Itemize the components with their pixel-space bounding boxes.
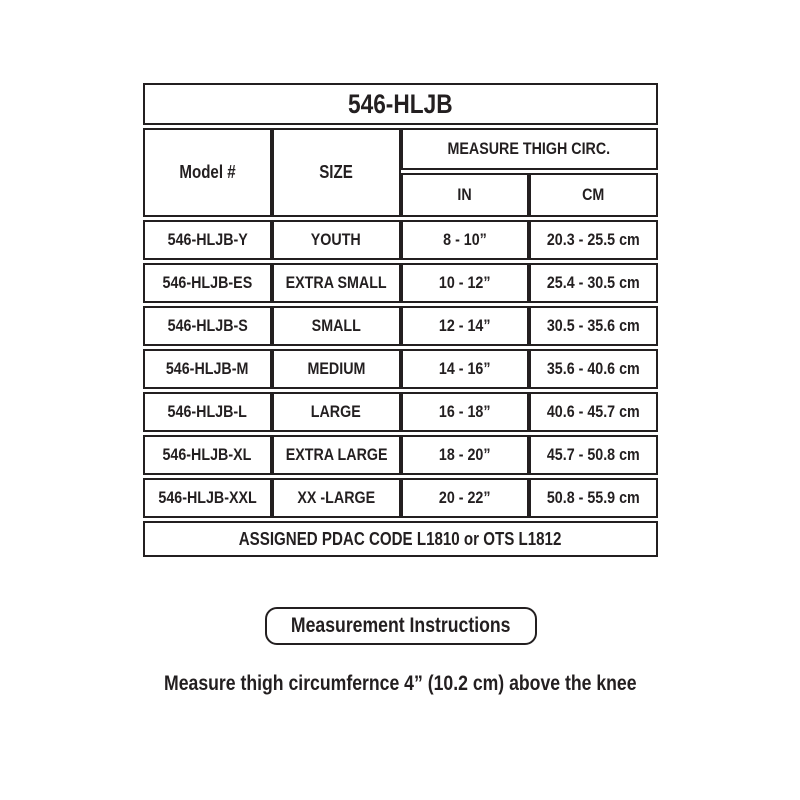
table-row [143,392,658,432]
in-cell: 12 - 14” [401,306,530,346]
size-cell: YOUTH [272,220,401,260]
table-row [143,349,658,389]
measurement-instructions-badge [265,607,537,645]
in-cell: 10 - 12” [401,263,530,303]
column-header-cm: CM [529,173,658,217]
cm-cell: 45.7 - 50.8 cm [529,435,658,475]
model-cell: 546-HLJB-Y [143,220,272,260]
table-row [143,220,658,260]
in-cell: 14 - 16” [401,349,530,389]
table-row [143,478,658,518]
column-header-in: IN [401,173,530,217]
table-row [143,306,658,346]
model-cell: 546-HLJB-XXL [143,478,272,518]
pdac-code-cell: ASSIGNED PDAC CODE L1810 or OTS L1812 [143,521,658,557]
cm-cell: 25.4 - 30.5 cm [529,263,658,303]
model-cell: 546-HLJB-XL [143,435,272,475]
cm-cell: 30.5 - 35.6 cm [529,306,658,346]
size-cell: LARGE [272,392,401,432]
chart-title-text: 546-HLJB [348,88,453,119]
chart-title [143,83,658,125]
in-cell: 16 - 18” [401,392,530,432]
size-chart-table [143,80,658,560]
column-header-measure-thigh-circ: MEASURE THIGH CIRC. [401,128,659,170]
size-cell: EXTRA LARGE [272,435,401,475]
in-cell: 20 - 22” [401,478,530,518]
footer-row [143,521,658,557]
cm-cell: 35.6 - 40.6 cm [529,349,658,389]
model-cell: 546-HLJB-ES [143,263,272,303]
table-row [143,263,658,303]
model-cell: 546-HLJB-S [143,306,272,346]
size-cell: SMALL [272,306,401,346]
measurement-instructions-label: Measurement Instructions [291,614,511,637]
column-header-model: Model # [143,128,272,217]
size-cell: EXTRA SMALL [272,263,401,303]
in-cell: 18 - 20” [401,435,530,475]
model-cell: 546-HLJB-M [143,349,272,389]
header-row-1 [143,128,658,170]
table-row [143,435,658,475]
size-cell: MEDIUM [272,349,401,389]
title-row [143,83,658,125]
cm-cell: 40.6 - 45.7 cm [529,392,658,432]
cm-cell: 20.3 - 25.5 cm [529,220,658,260]
model-cell: 546-HLJB-L [143,392,272,432]
measurement-instruction-text: Measure thigh circumfernce 4” (10.2 cm) above the knee [163,672,637,695]
size-cell: XX -LARGE [272,478,401,518]
column-header-size: SIZE [272,128,401,217]
in-cell: 8 - 10” [401,220,530,260]
cm-cell: 50.8 - 55.9 cm [529,478,658,518]
